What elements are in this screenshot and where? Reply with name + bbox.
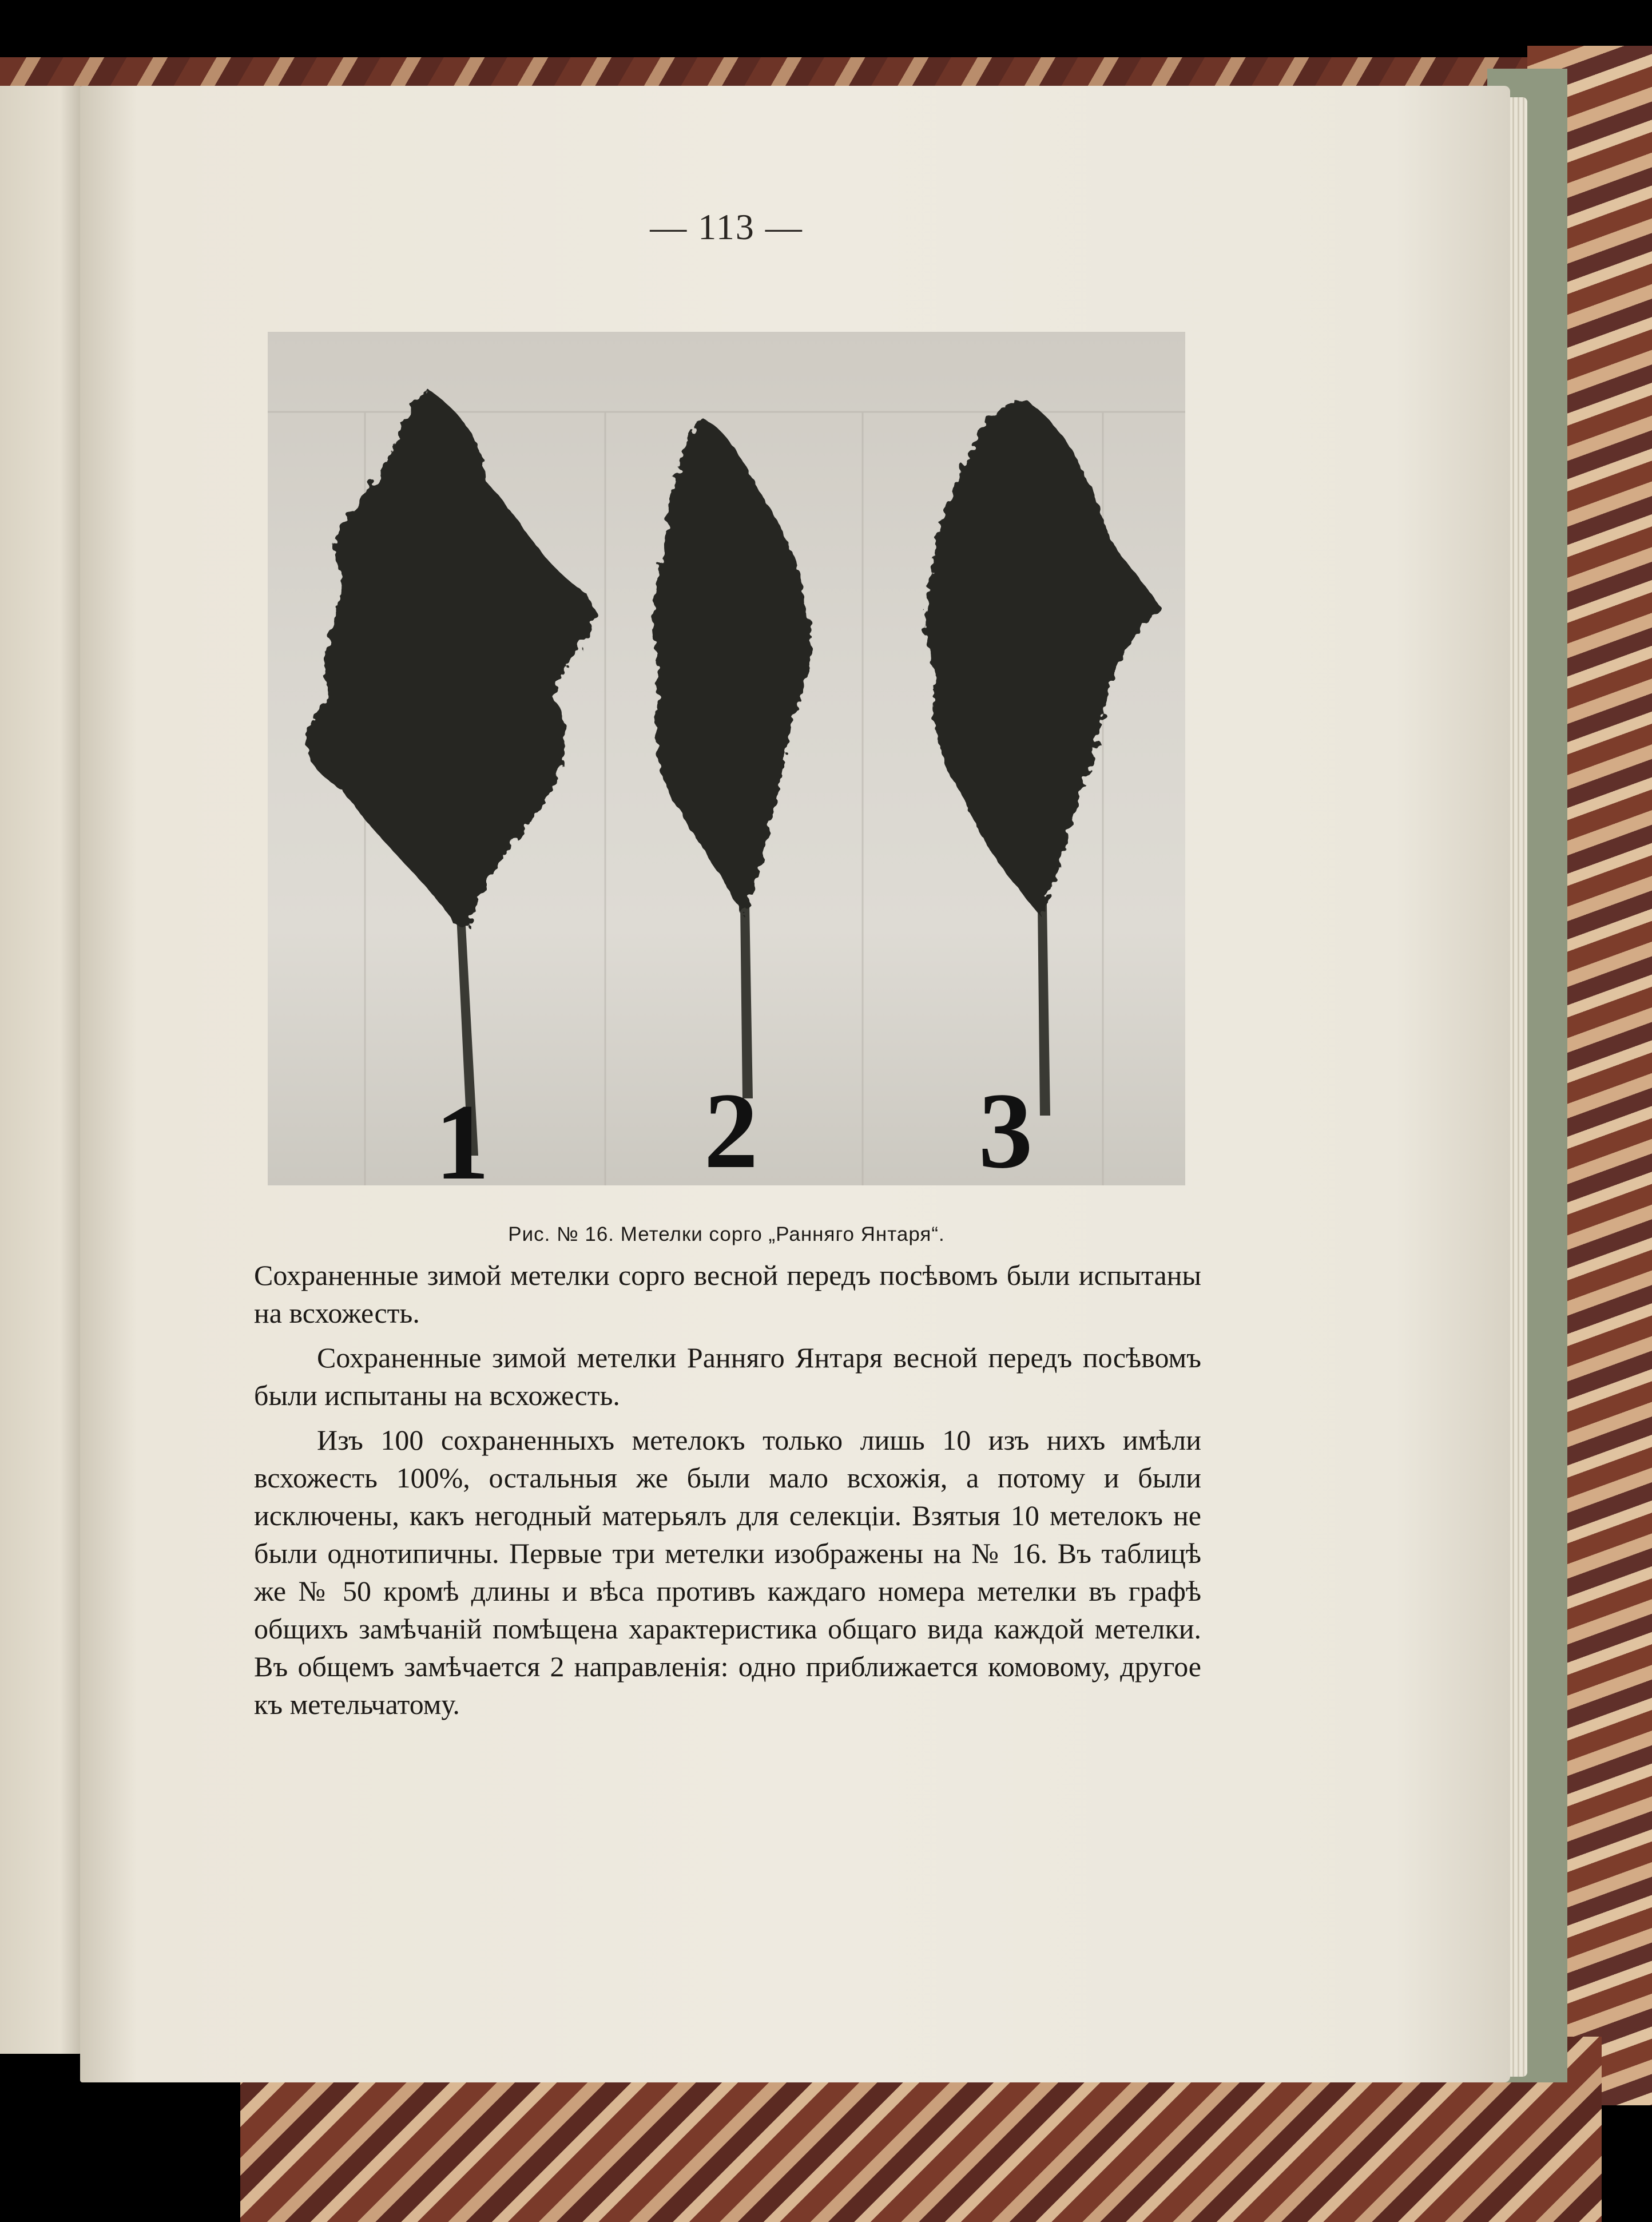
paragraph-1: Сохраненные зимой метелки сорго весной передъ посѣвомъ были испытаны на всхожесть. [254,1259,1201,1329]
figure-caption: Рис. № 16. Метелки сорго „Ранняго Янтаря“. [508,1223,945,1245]
page-number: — 113 — [650,207,803,247]
panicle-3 [926,400,1160,1116]
paragraph-3: Изъ 100 сохраненныхъ метелокъ только лишь 10 изъ нихъ имѣли всхожесть 100%, остальныя же были мало всхожія, а потому и были исключены, какъ негодный матерьялъ для селекціи. Взятыя 10 метелокъ не были однотипичны. Первые три метелки изображены на № 16. Въ таблицѣ же № 50 кромѣ длины и вѣса противъ каждаго номера метелки въ графѣ общихъ замѣчаній помѣщена характеристика общаго вида каждой метелки. Въ общемъ замѣчается 2 направленія: одно приближается комовому, другое къ метельчатому. [254,1424,1201,1720]
body-text [254,1256,1201,1730]
panicle-label-2: 2 [704,1071,759,1185]
paragraph-2: Сохраненные зимой метелки Ранняго Янтаря весной передъ посѣвомъ были испытаны на всхожесть. [254,1342,1201,1411]
panicle-2 [653,418,812,1098]
panicle-label-3: 3 [978,1071,1033,1185]
sorghum-panicles-photo [268,332,1185,1185]
left-page [0,86,86,2054]
panicle-label-1: 1 [435,1082,490,1185]
figure-plate [268,332,1185,1185]
panicle-1 [305,389,594,1156]
